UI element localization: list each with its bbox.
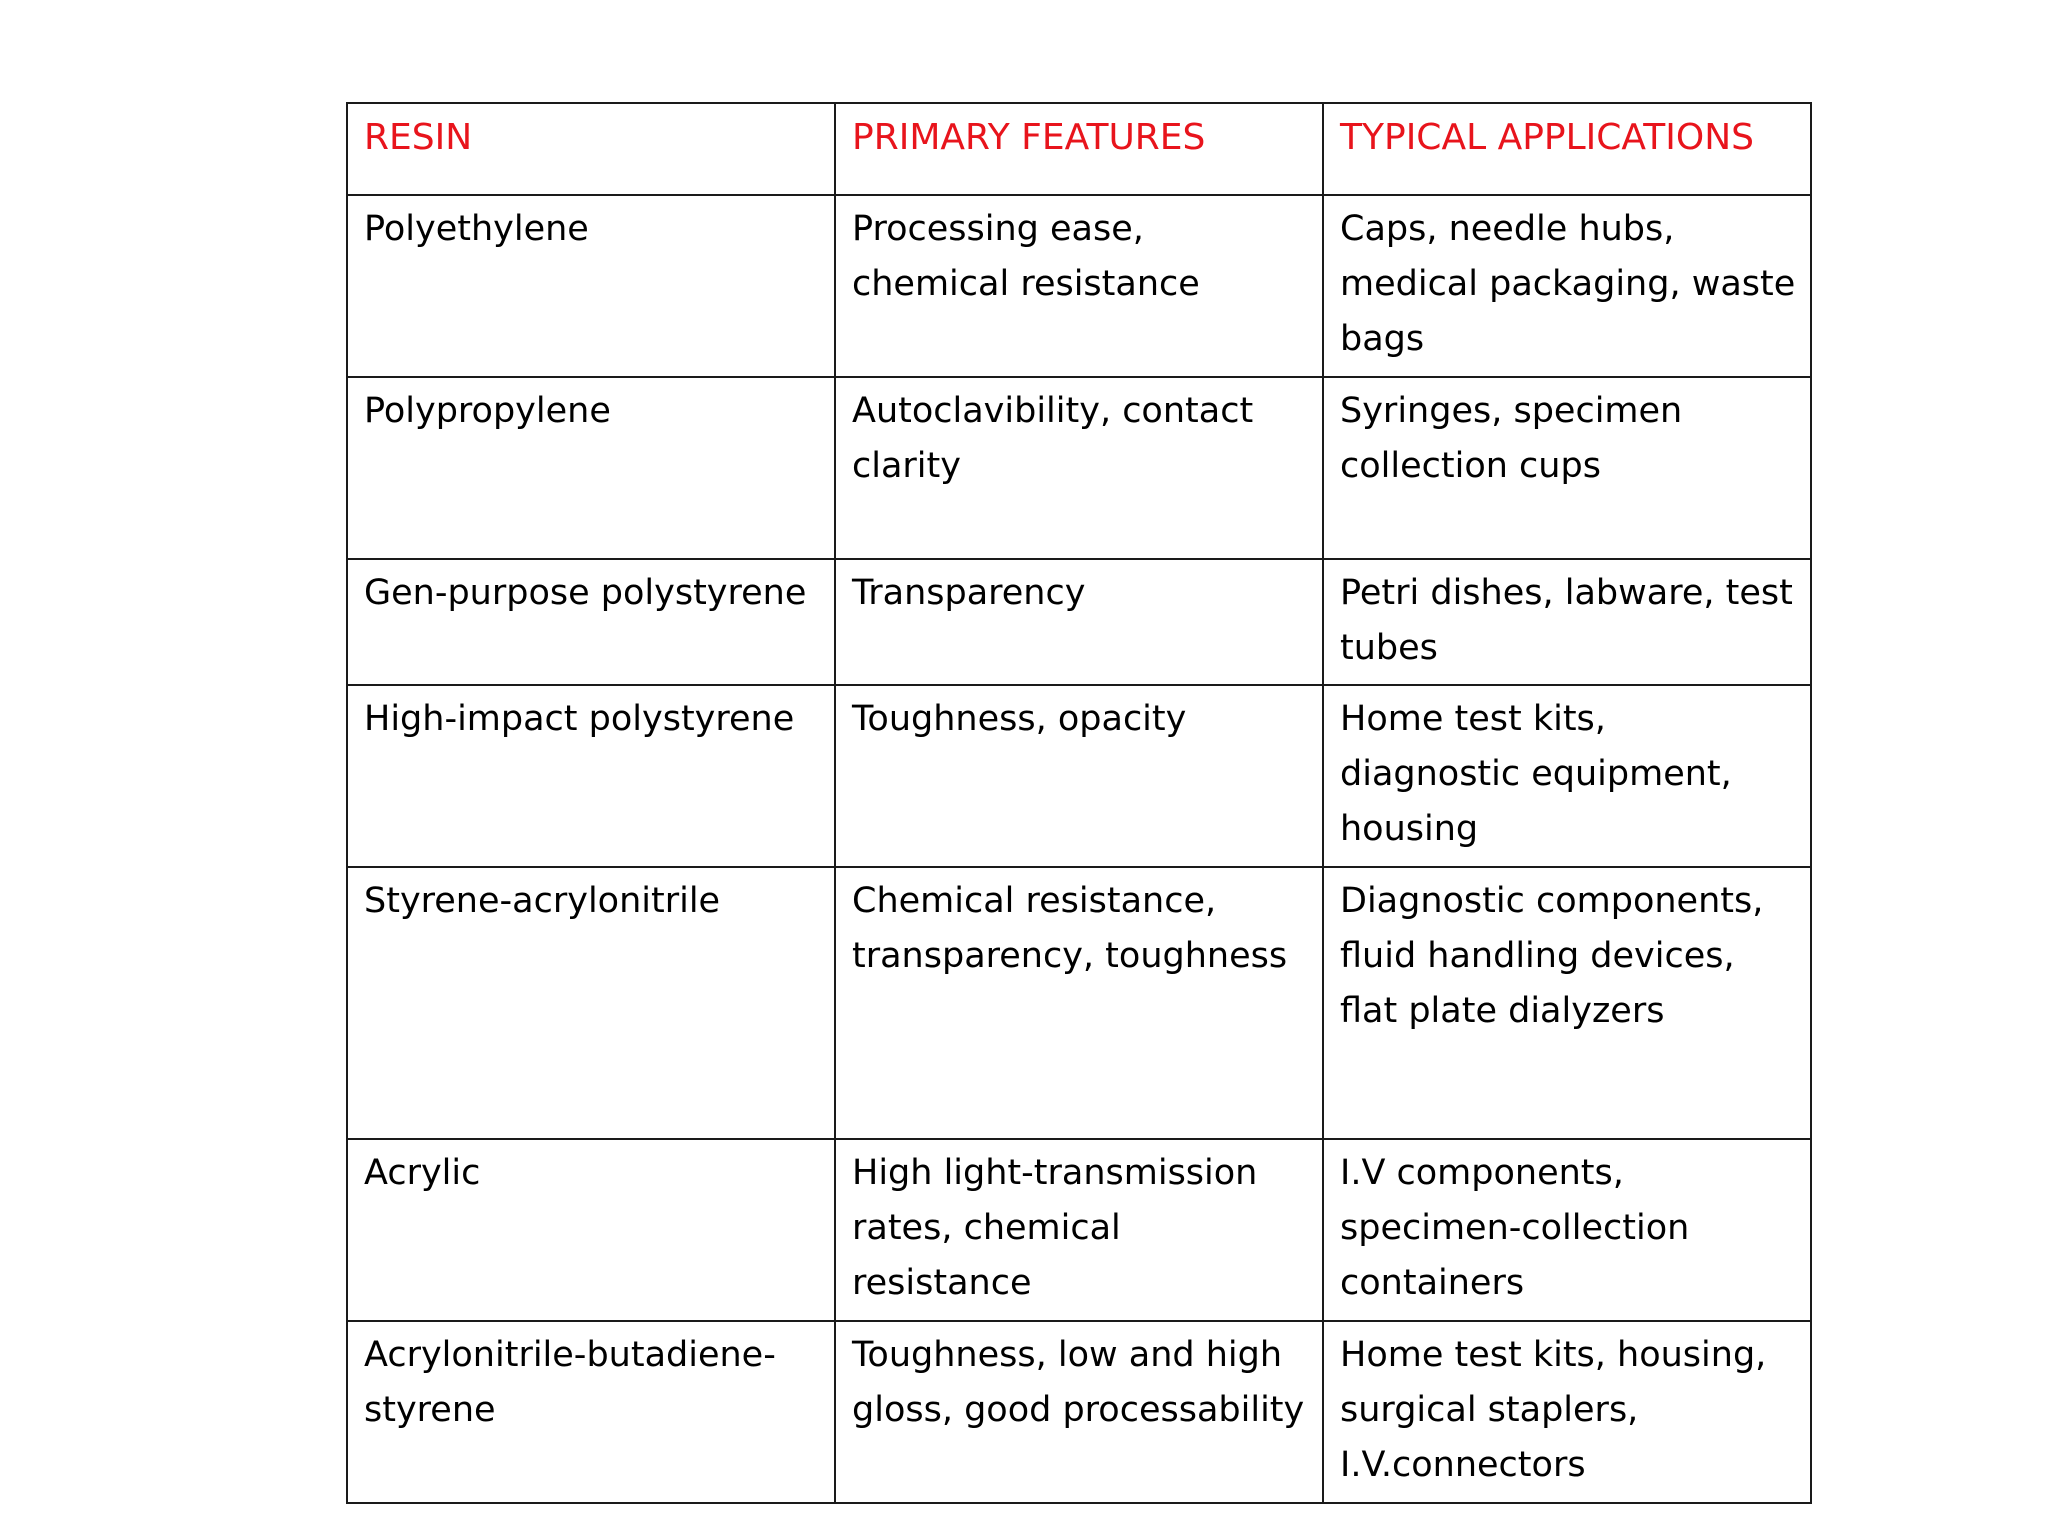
header-primary-features: PRIMARY FEATURES — [835, 103, 1323, 195]
applications-cell: Diagnostic components, fluid handling devices, flat plate dialyzers — [1323, 867, 1811, 1139]
features-cell: High light-transmission rates, chemical resistance — [835, 1139, 1323, 1321]
header-typical-applications: TYPICAL APPLICATIONS — [1323, 103, 1811, 195]
table-row — [347, 685, 1811, 867]
applications-cell: I.V components, specimen-collection containers — [1323, 1139, 1811, 1321]
applications-cell: Home test kits, housing, surgical staplers, I.V.connectors — [1323, 1321, 1811, 1503]
resin-cell: Styrene-acrylonitrile — [347, 867, 835, 1139]
resin-table — [346, 102, 1812, 1504]
table-row — [347, 1321, 1811, 1503]
table-row — [347, 1139, 1811, 1321]
applications-cell: Petri dishes, labware, test tubes — [1323, 559, 1811, 685]
table-header-row — [347, 103, 1811, 195]
header-resin: RESIN — [347, 103, 835, 195]
applications-cell: Home test kits, diagnostic equipment, housing — [1323, 685, 1811, 867]
features-cell: Toughness, low and high gloss, good processability — [835, 1321, 1323, 1503]
features-cell: Transparency — [835, 559, 1323, 685]
applications-cell: Caps, needle hubs, medical packaging, waste bags — [1323, 195, 1811, 377]
table-row — [347, 559, 1811, 685]
applications-cell: Syringes, specimen collection cups — [1323, 377, 1811, 559]
resin-cell: Acrylonitrile-butadiene-styrene — [347, 1321, 835, 1503]
resin-cell: Polypropylene — [347, 377, 835, 559]
features-cell: Chemical resistance, transparency, toughness — [835, 867, 1323, 1139]
table-row — [347, 195, 1811, 377]
resin-cell: Gen-purpose polystyrene — [347, 559, 835, 685]
table-row — [347, 867, 1811, 1139]
resin-cell: Acrylic — [347, 1139, 835, 1321]
features-cell: Autoclavibility, contact clarity — [835, 377, 1323, 559]
resin-cell: High-impact polystyrene — [347, 685, 835, 867]
features-cell: Toughness, opacity — [835, 685, 1323, 867]
resin-cell: Polyethylene — [347, 195, 835, 377]
table-row — [347, 377, 1811, 559]
features-cell: Processing ease, chemical resistance — [835, 195, 1323, 377]
